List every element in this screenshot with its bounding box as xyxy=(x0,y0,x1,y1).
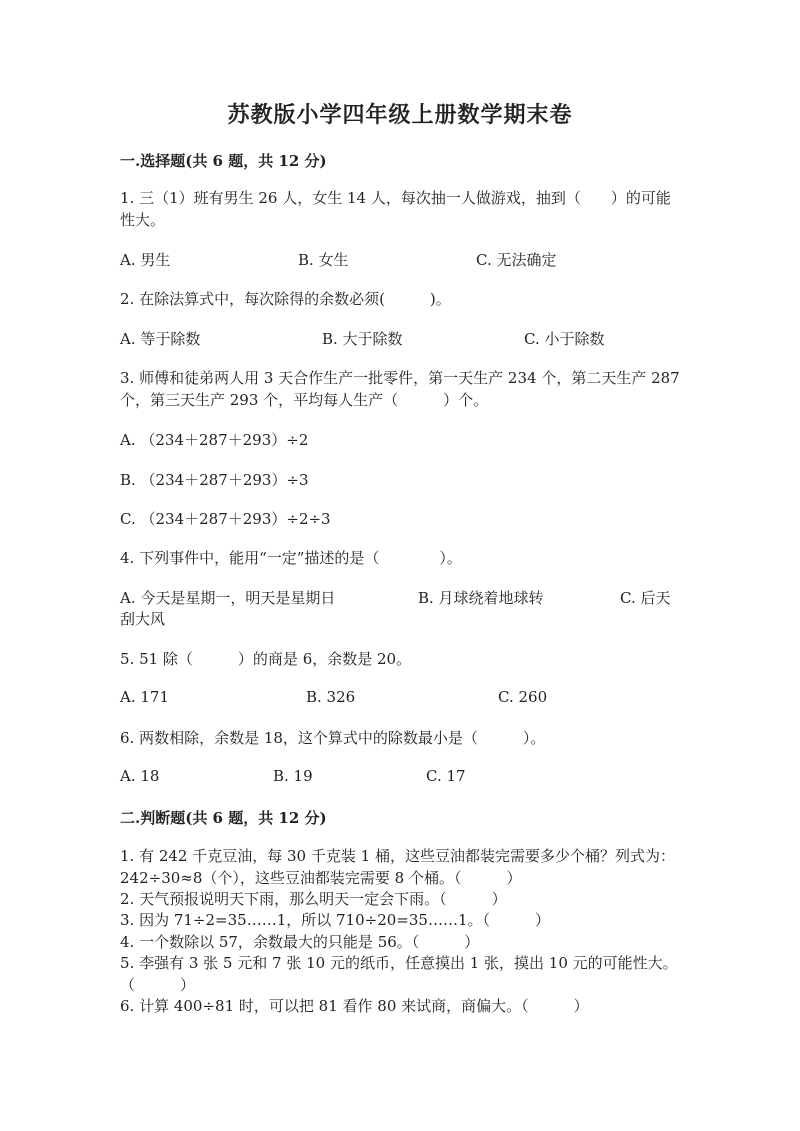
page-title: 苏教版小学四年级上册数学期末卷 xyxy=(227,102,573,128)
q1-option-b: B. 女生 xyxy=(298,251,349,269)
judgement-item-5: 5. 李强有 3 张 5 元和 7 张 10 元的纸币，任意摸出 1 张，摸出 10 元的可能性大。 （ ） xyxy=(120,954,701,994)
q6-option-b: B. 19 xyxy=(273,767,313,785)
q5-option-b: B. 326 xyxy=(306,688,356,706)
q6-option-a: A. 18 xyxy=(120,767,160,785)
q3-option-c: C. （234＋287＋293）÷2÷3 xyxy=(120,510,331,528)
question-6: 6. 两数相除，余数是 18，这个算式中的除数最小是（ ）。 xyxy=(120,729,546,747)
q1-option-a: A. 男生 xyxy=(120,251,171,269)
q1-option-c: C. 无法确定 xyxy=(476,251,557,269)
question-1: 1. 三（1）班有男生 26 人，女生 14 人，每次抽一人做游戏，抽到（ ）的可能性大。 xyxy=(120,189,671,229)
q4-option-a: A. 今天是星期一，明天是星期日 xyxy=(120,589,336,607)
section-heading-choice: 一.选择题(共 6 题，共 12 分) xyxy=(120,152,327,170)
question-3: 3. 师傅和徒弟两人用 3 天合作生产一批零件，第一天生产 234 个，第二天生产 287 个，第三天生产 293 个，平均每人生产（ ）个。 xyxy=(120,369,680,409)
question-5: 5. 51 除（ ）的商是 6，余数是 20。 xyxy=(120,650,412,668)
judgement-item-6: 6. 计算 400÷81 时，可以把 81 看作 80 来试商，商偏大。（ ） xyxy=(120,997,589,1015)
q2-option-a: A. 等于除数 xyxy=(120,330,201,348)
question-4: 4. 下列事件中，能用“一定”描述的是（ ）。 xyxy=(120,549,462,567)
q3-option-a: A. （234＋287＋293）÷2 xyxy=(120,431,309,449)
judgement-item-2: 2. 天气预报说明天下雨，那么明天一定会下雨。（ ） xyxy=(120,890,507,908)
judgement-item-4: 4. 一个数除以 57，余数最大的只能是 56。（ ） xyxy=(120,933,480,951)
q4-option-c: C. 后天 xyxy=(620,589,671,607)
q5-option-c: C. 260 xyxy=(498,688,548,706)
judgement-item-3: 3. 因为 71÷2=35……1，所以 710÷20=35……1。（ ） xyxy=(120,911,550,929)
q6-option-c: C. 17 xyxy=(426,767,466,785)
q4-option-b: B. 月球绕着地球转 xyxy=(418,589,544,607)
question-2: 2. 在除法算式中，每次除得的余数必须( )。 xyxy=(120,290,451,308)
q3-option-b: B. （234＋287＋293）÷3 xyxy=(120,471,309,489)
q4-option-c-continued: 刮大风 xyxy=(120,610,166,628)
judgement-item-1: 1. 有 242 千克豆油，每 30 千克装 1 桶，这些豆油都装完需要多少个桶？列式为：242÷30≈8（个），这些豆油都装完需要 8 个桶。（ ） xyxy=(120,847,675,887)
q5-option-a: A. 171 xyxy=(120,688,169,706)
q2-option-c: C. 小于除数 xyxy=(524,330,605,348)
q2-option-b: B. 大于除数 xyxy=(322,330,403,348)
section-heading-judgement: 二.判断题(共 6 题，共 12 分) xyxy=(120,809,327,827)
